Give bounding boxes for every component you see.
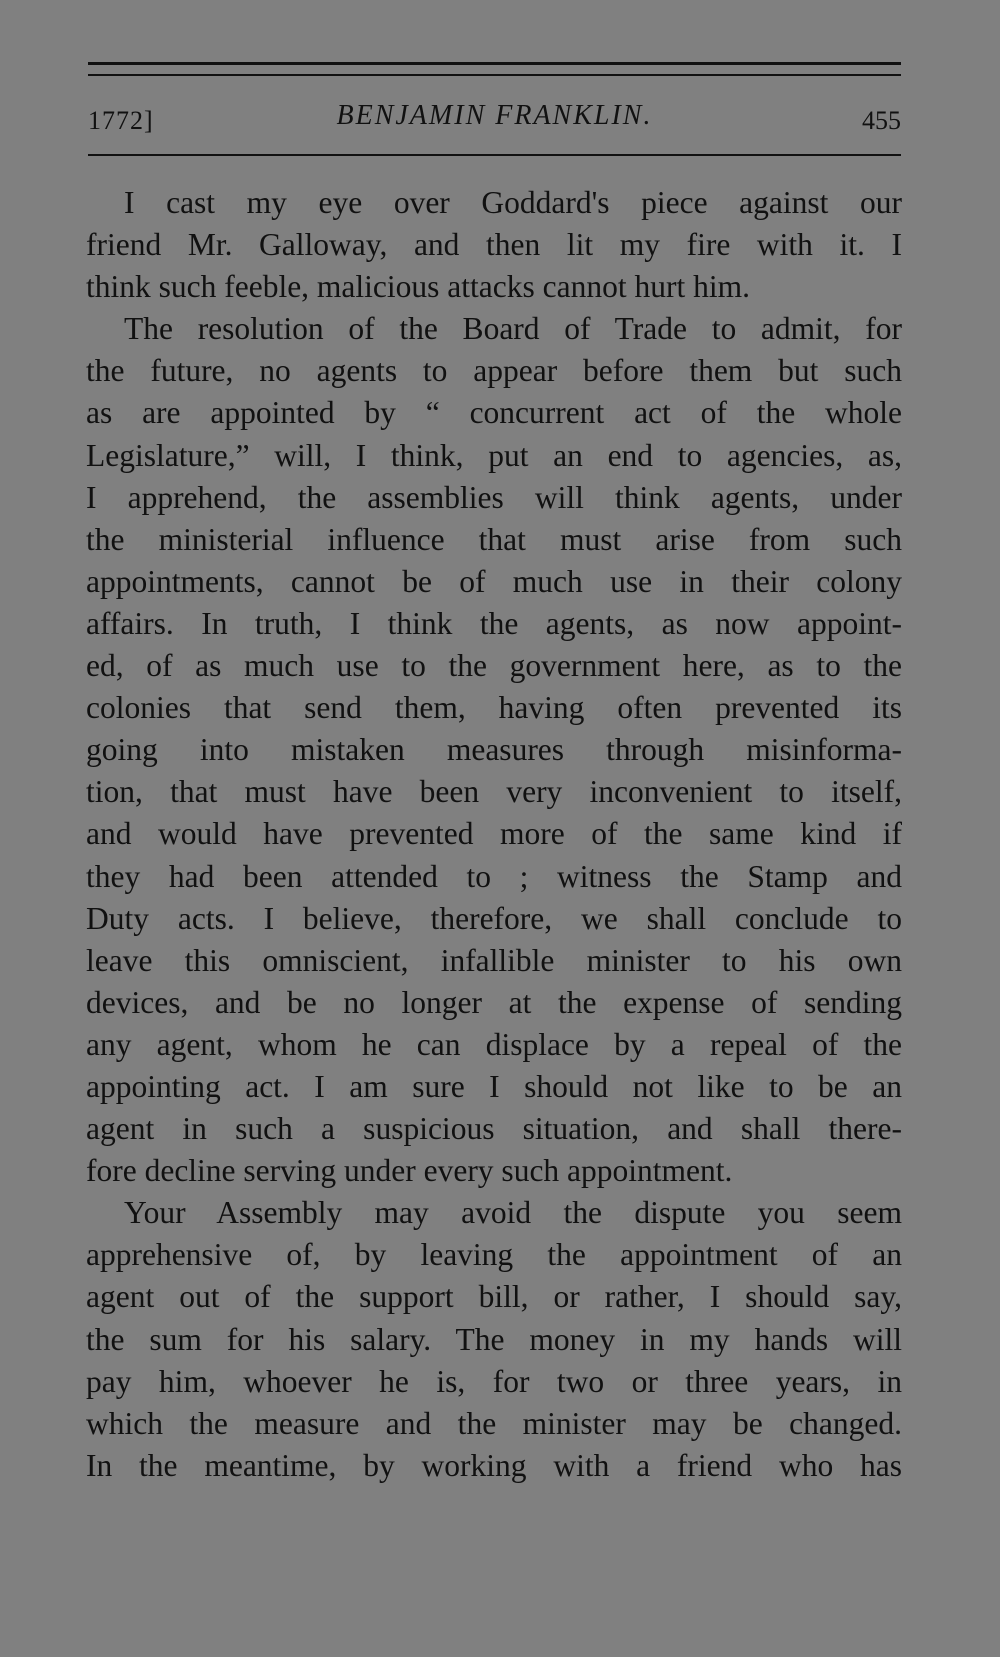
running-head: [88, 98, 901, 138]
header-rule: [88, 154, 901, 156]
text-line: which the measure and the minister may be changed.: [86, 1405, 902, 1441]
running-head-year: 1772]: [88, 106, 154, 135]
body-text: [86, 182, 902, 1487]
text-line: the future, no agents to appear before them but such: [86, 353, 902, 389]
top-double-rule-upper: [88, 62, 901, 65]
text-line: appointing act. I am sure I should not like to be an: [86, 1068, 902, 1104]
text-line: tion, that must have been very inconvenient to itself,: [86, 774, 902, 810]
text-line: devices, and be no longer at the expense of sending: [86, 984, 902, 1020]
text-line: I apprehend, the assemblies will think agents, under: [86, 479, 902, 515]
text-line: apprehensive of, by leaving the appointment of an: [86, 1237, 902, 1273]
text-line: any agent, whom he can displace by a repeal of the: [86, 1026, 902, 1062]
text-line: they had been attended to ; witness the Stamp and: [86, 858, 902, 894]
text-line: as are appointed by “ concurrent act of the whole: [86, 395, 902, 431]
text-line: fore decline serving under every such appointment.: [86, 1153, 733, 1189]
text-line: I cast my eye over Goddard's piece against our: [124, 185, 902, 220]
text-line: affairs. In truth, I think the agents, as now appoint-: [86, 605, 902, 641]
text-line: Your Assembly may avoid the dispute you seem: [124, 1195, 902, 1231]
text-line: Legislature,” will, I think, put an end to agencies, as,: [86, 437, 902, 473]
text-line: The resolution of the Board of Trade to admit, for: [124, 311, 902, 347]
text-line: agent in such a suspicious situation, and shall there-: [86, 1111, 902, 1147]
text-line: ed, of as much use to the government here, as to the: [86, 648, 902, 684]
text-line: agent out of the support bill, or rather, I should say,: [86, 1279, 902, 1315]
text-line: appointments, cannot be of much use in their colony: [86, 563, 902, 599]
top-double-rule-lower: [88, 74, 901, 76]
text-line: colonies that send them, having often prevented its: [86, 690, 902, 726]
text-line: leave this omniscient, infallible minister to his own: [86, 942, 902, 978]
text-line: think such feeble, malicious attacks cannot hurt him.: [86, 269, 750, 305]
page-number: 455: [862, 106, 901, 135]
text-line: going into mistaken measures through misinforma-: [86, 732, 902, 768]
text-line: friend Mr. Galloway, and then lit my fire with it. I: [86, 227, 902, 263]
text-line: In the meantime, by working with a friend who has: [86, 1447, 902, 1483]
running-head-title: BENJAMIN FRANKLIN.: [336, 100, 653, 131]
text-line: the sum for his salary. The money in my hands will: [86, 1321, 902, 1357]
text-line: the ministerial influence that must arise from such: [86, 521, 902, 557]
text-line: and would have prevented more of the same kind if: [86, 816, 902, 852]
text-line: Duty acts. I believe, therefore, we shall conclude to: [86, 900, 902, 936]
text-line: pay him, whoever he is, for two or three years, in: [86, 1363, 902, 1399]
